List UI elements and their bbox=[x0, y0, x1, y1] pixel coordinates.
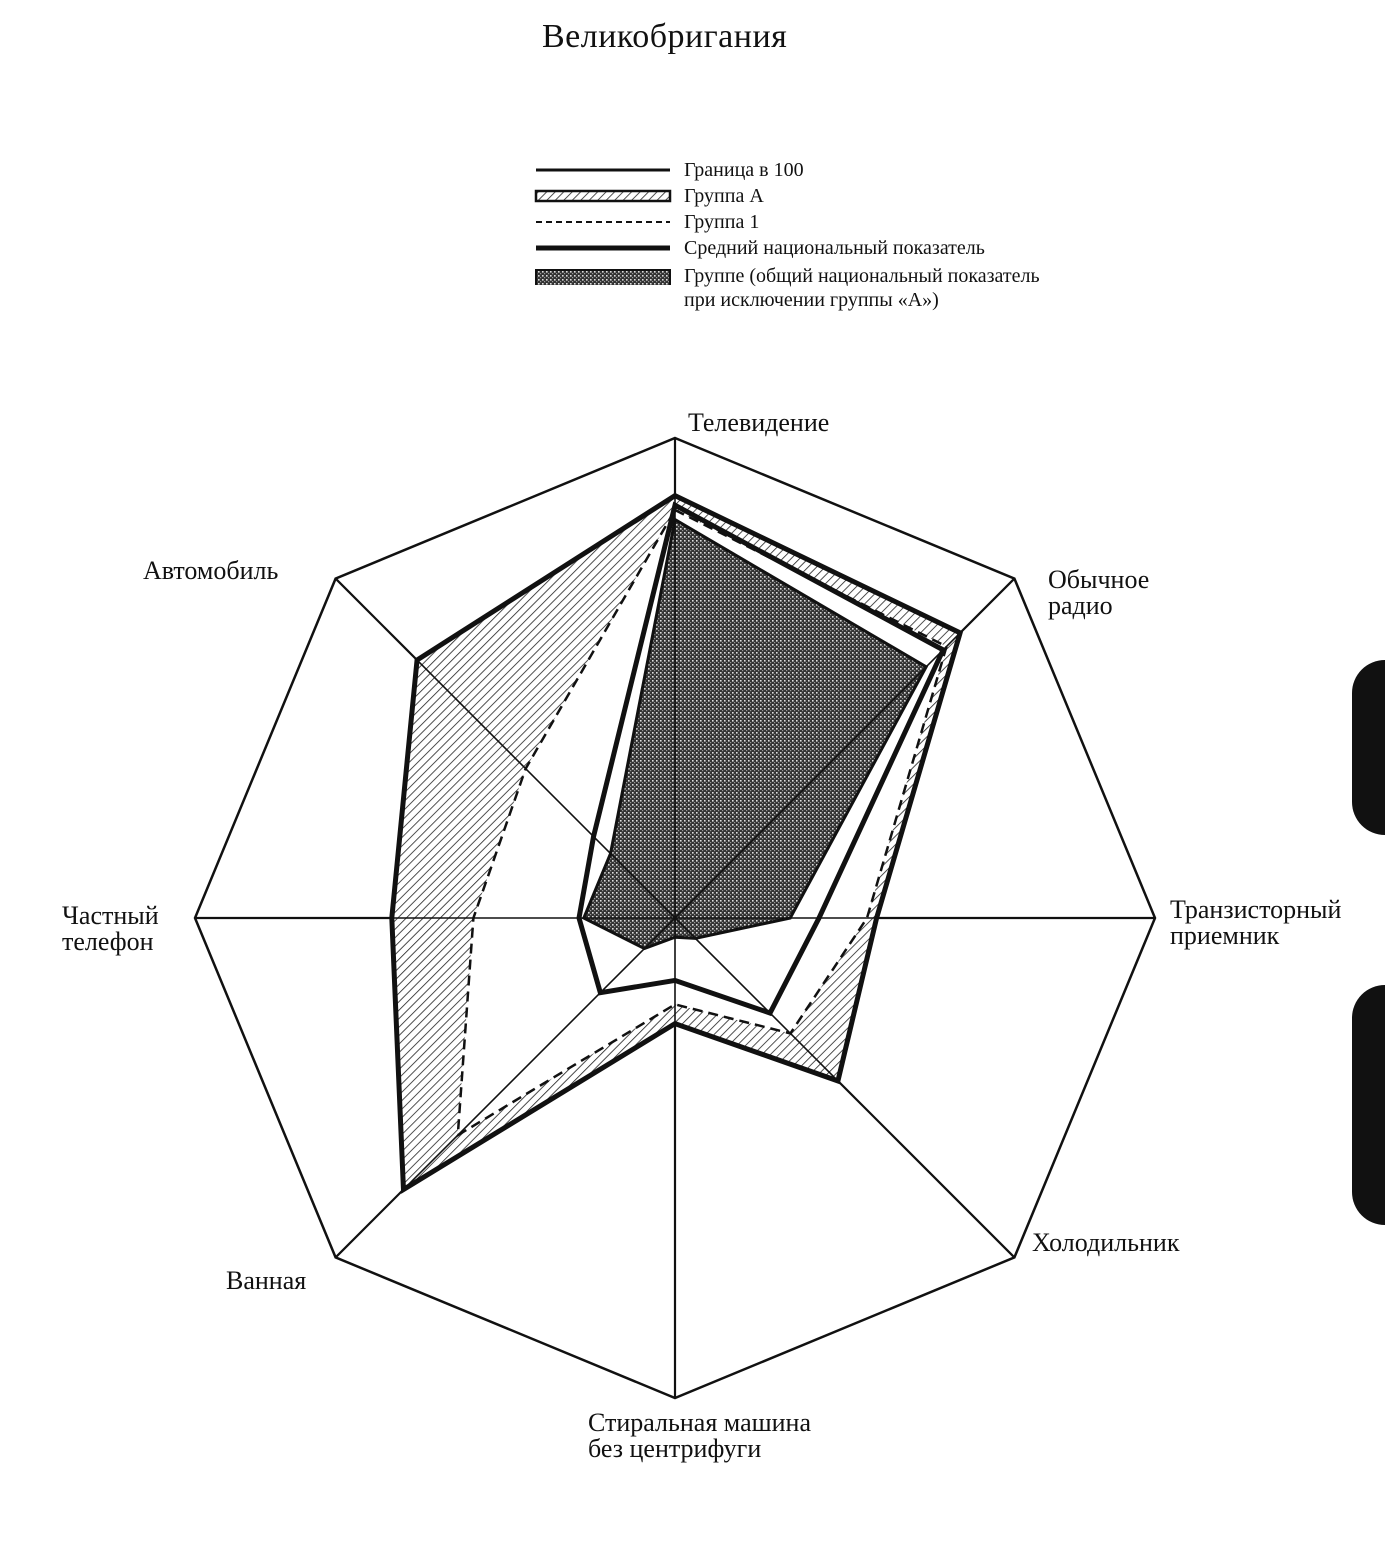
axis-line-3 bbox=[675, 918, 1014, 1257]
axis-label-2 bbox=[1170, 897, 1341, 949]
series-group-a bbox=[392, 496, 960, 1190]
chart-title: Великобригания bbox=[542, 18, 788, 55]
radar-series bbox=[195, 438, 1155, 1398]
axis-label-4-line2: без центрифуги bbox=[588, 1434, 762, 1463]
radar-grid bbox=[195, 438, 1155, 1398]
series-others bbox=[584, 520, 926, 949]
axis-label-3-line1: Холодильник bbox=[1032, 1228, 1180, 1257]
legend-swatch-boundary bbox=[534, 161, 672, 179]
axis-label-0 bbox=[688, 410, 829, 436]
axis-label-2-line1: Транзисторный bbox=[1170, 895, 1342, 924]
axis-line-7 bbox=[336, 579, 675, 918]
axis-label-3 bbox=[1032, 1230, 1179, 1256]
legend-label-boundary: Граница в 100 bbox=[684, 159, 804, 181]
axis-overlay-7 bbox=[336, 579, 675, 918]
axis-label-4 bbox=[588, 1410, 811, 1462]
legend-swatch-dashed bbox=[534, 213, 672, 231]
legend-label-dotted-line2: при исключении группы «А») bbox=[684, 289, 939, 311]
axis-label-7 bbox=[143, 558, 278, 584]
legend-swatch-hatched bbox=[534, 187, 672, 205]
legend-label-dashed: Группа 1 bbox=[684, 211, 760, 233]
axis-overlay-5 bbox=[336, 918, 675, 1257]
axis-label-0-line1: Телевидение bbox=[688, 408, 830, 437]
scan-mark-bottom bbox=[1352, 985, 1385, 1225]
series-national-average bbox=[579, 505, 943, 1013]
axis-label-6-line2: телефон bbox=[62, 927, 154, 956]
legend-label-hatched: Группа А bbox=[684, 185, 764, 207]
axis-line-1 bbox=[675, 579, 1014, 918]
legend bbox=[534, 150, 1174, 320]
axis-overlay-1 bbox=[675, 579, 1014, 918]
axis-label-5 bbox=[226, 1268, 306, 1294]
legend-label-dotted: Группе (общий национальный показатель bbox=[684, 265, 1040, 287]
axis-label-2-line2: приемник bbox=[1170, 921, 1280, 950]
axis-overlay-3 bbox=[675, 918, 1014, 1257]
axis-label-1-line1: Обычное bbox=[1048, 565, 1150, 594]
legend-swatch-dotted bbox=[534, 267, 672, 285]
axis-label-5-line1: Ванная bbox=[226, 1266, 307, 1295]
axis-label-1 bbox=[1048, 567, 1149, 619]
axis-label-1-line2: радио bbox=[1048, 591, 1113, 620]
axis-line-5 bbox=[336, 918, 675, 1257]
axis-label-6 bbox=[62, 903, 159, 955]
axis-label-4-line1: Стиральная машина bbox=[588, 1408, 811, 1437]
axis-label-6-line1: Частный bbox=[62, 901, 159, 930]
legend-swatch-thick bbox=[534, 239, 672, 257]
series-group-1 bbox=[458, 510, 947, 1135]
scan-mark-top bbox=[1352, 660, 1385, 835]
legend-label-thick: Средний национальный показатель bbox=[684, 237, 985, 259]
axis-label-7-line1: Автомобиль bbox=[143, 556, 279, 585]
boundary-polygon bbox=[195, 438, 1155, 1398]
